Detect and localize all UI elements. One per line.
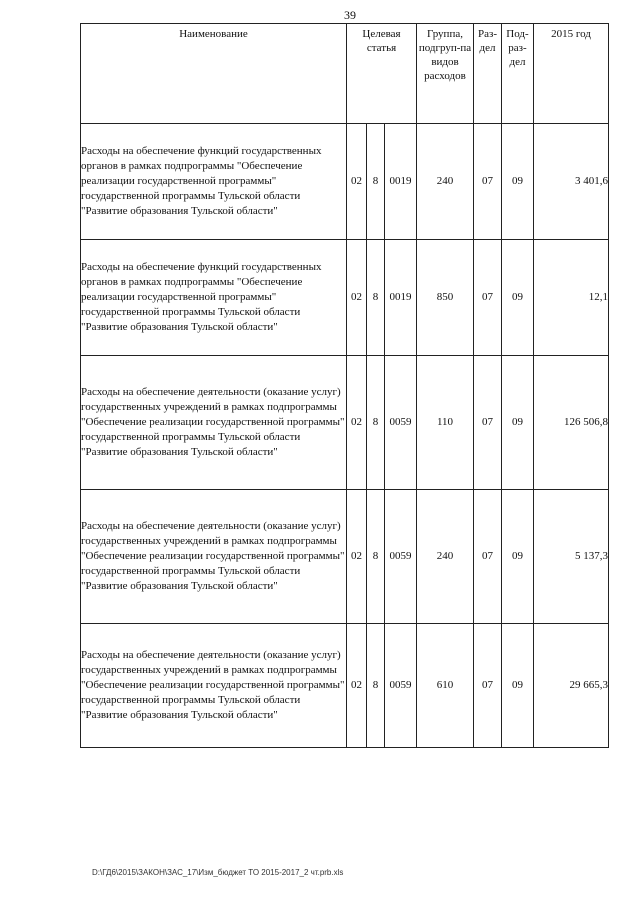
section-code: 07 — [474, 240, 502, 356]
expense-group: 240 — [417, 124, 474, 240]
target-article-program: 02 — [347, 624, 367, 748]
target-article-code: 0019 — [385, 240, 417, 356]
target-article-code: 0059 — [385, 356, 417, 490]
header-subsection: Под-раз-дел — [502, 24, 534, 124]
target-article-program: 02 — [347, 124, 367, 240]
table-row — [81, 624, 609, 748]
row-name: Расходы на обеспечение функций государственных органов в рамках подпрограммы "Обеспечение реализации государственной программы" государственной программы Тульской области "Развитие образования Тульской области" — [81, 124, 347, 240]
header-target-article: Целевая статья — [347, 24, 417, 124]
row-name: Расходы на обеспечение деятельности (оказание услуг) государственных учреждений в рамках подпрограммы "Обеспечение реализации государственной программы" государственной программы Тульской области "Развитие образования Тульской области" — [81, 490, 347, 624]
amount-2015: 126 506,8 — [534, 356, 609, 490]
target-article-subprogram: 8 — [367, 240, 385, 356]
header-section: Раз-дел — [474, 24, 502, 124]
target-article-subprogram: 8 — [367, 356, 385, 490]
target-article-code: 0019 — [385, 124, 417, 240]
page-number: 39 — [344, 8, 356, 22]
expense-group: 110 — [417, 356, 474, 490]
target-article-program: 02 — [347, 490, 367, 624]
table-row — [81, 124, 609, 240]
row-name: Расходы на обеспечение деятельности (оказание услуг) государственных учреждений в рамках подпрограммы "Обеспечение реализации государственной программы" государственной программы Тульской области "Развитие образования Тульской области" — [81, 356, 347, 490]
target-article-code: 0059 — [385, 490, 417, 624]
header-row — [81, 24, 609, 124]
row-name: Расходы на обеспечение деятельности (оказание услуг) государственных учреждений в рамках подпрограммы "Обеспечение реализации государственной программы" государственной программы Тульской области "Развитие образования Тульской области" — [81, 624, 347, 748]
subsection-code: 09 — [502, 356, 534, 490]
target-article-subprogram: 8 — [367, 624, 385, 748]
table-row — [81, 240, 609, 356]
target-article-subprogram: 8 — [367, 124, 385, 240]
subsection-code: 09 — [502, 624, 534, 748]
expense-group: 610 — [417, 624, 474, 748]
amount-2015: 29 665,3 — [534, 624, 609, 748]
header-name: Наименование — [81, 24, 347, 124]
target-article-program: 02 — [347, 356, 367, 490]
section-code: 07 — [474, 124, 502, 240]
section-code: 07 — [474, 490, 502, 624]
row-name: Расходы на обеспечение функций государственных органов в рамках подпрограммы "Обеспечение реализации государственной программы" государственной программы Тульской области "Развитие образования Тульской области" — [81, 240, 347, 356]
amount-2015: 12,1 — [534, 240, 609, 356]
amount-2015: 5 137,3 — [534, 490, 609, 624]
section-code: 07 — [474, 356, 502, 490]
budget-table — [80, 23, 609, 748]
header-year: 2015 год — [534, 24, 609, 124]
expense-group: 850 — [417, 240, 474, 356]
table-row — [81, 490, 609, 624]
target-article-code: 0059 — [385, 624, 417, 748]
subsection-code: 09 — [502, 240, 534, 356]
target-article-subprogram: 8 — [367, 490, 385, 624]
header-group: Группа, подгруп-па видов расходов — [417, 24, 474, 124]
file-path-footer: D:\ГД6\2015\ЗАКОН\ЗАС_17\Изм_бюджет ТО 2015-2017_2 чт.prb.xls — [92, 868, 344, 877]
table-row — [81, 356, 609, 490]
amount-2015: 3 401,6 — [534, 124, 609, 240]
expense-group: 240 — [417, 490, 474, 624]
section-code: 07 — [474, 624, 502, 748]
target-article-program: 02 — [347, 240, 367, 356]
subsection-code: 09 — [502, 490, 534, 624]
subsection-code: 09 — [502, 124, 534, 240]
